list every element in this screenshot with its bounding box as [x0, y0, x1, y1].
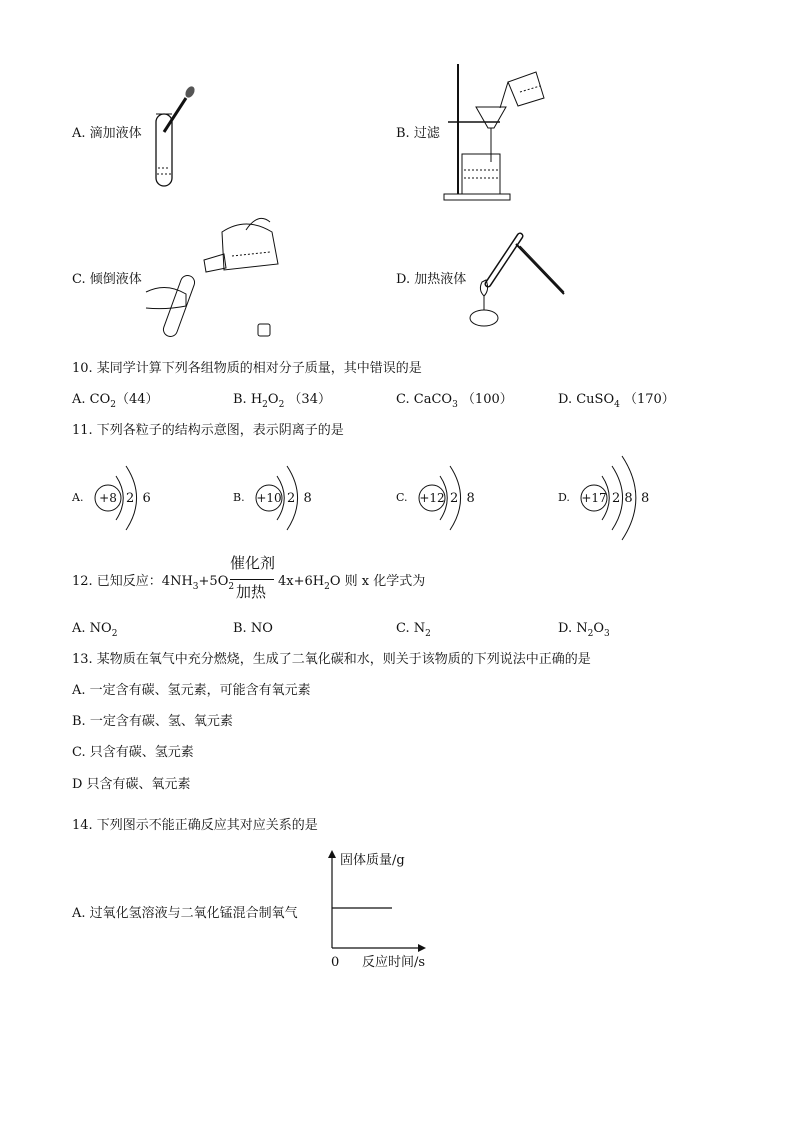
catalyst-condition: 催化剂: [230, 554, 276, 572]
dropper-test-tube-figure: [150, 86, 200, 192]
question-11-stem: 11. 下列各粒子的结构示意图，表示阴离子的是: [72, 423, 344, 438]
heating-liquid-figure: [468, 230, 568, 330]
q14-option-a: A. 过氧化氢溶液与二氧化锰混合制氧气: [72, 906, 298, 921]
question-12-stem: 12. 已知反应：$4NH_3+5O_2$: [72, 574, 235, 592]
atom-option-label: B.: [233, 491, 245, 504]
nucleus-charge: +12: [419, 491, 445, 505]
q10-option-c: C. CaCO$_3$ （100）: [396, 392, 513, 410]
y-axis-label: 固体质量/g: [340, 853, 405, 868]
option-c-label: C. 倾倒液体: [72, 272, 142, 287]
question-10-stem: 10. 某同学计算下列各组物质的相对分子质量，其中错误的是: [72, 361, 422, 376]
origin-label: 0: [331, 955, 340, 970]
option-b-label: B. 过滤: [396, 126, 440, 141]
q13-option-d: D 只含有碳、氧元素: [72, 777, 191, 792]
electron-counts: 2 6: [126, 491, 151, 506]
electron-counts: 2 8 8: [612, 491, 650, 506]
q10-option-d: D. CuSO$_4$ （170）: [558, 392, 675, 410]
atom-option-label: A.: [72, 491, 84, 504]
filtration-figure: [440, 62, 550, 202]
q13-option-b: B. 一定含有碳、氢、氧元素: [72, 714, 233, 729]
pouring-liquid-figure: [146, 212, 286, 340]
option-a-label: A. 滴加液体: [72, 126, 142, 141]
q12-option-d: D. $N_2O_3$: [558, 621, 610, 639]
question-12-stem-end: $4x+6H_2O$ 则 x 化学式为: [278, 574, 426, 592]
atom-option-label: C.: [396, 491, 408, 504]
q13-option-c: C. 只含有碳、氢元素: [72, 745, 194, 760]
question-14-stem: 14. 下列图示不能正确反应其对应关系的是: [72, 818, 318, 833]
q12-option-b: B. NO: [233, 621, 273, 636]
electron-counts: 2 8: [287, 491, 312, 506]
nucleus-charge: +8: [99, 491, 117, 505]
reaction-arrow-line: [230, 579, 274, 580]
x-axis-label: 反应时间/s: [362, 955, 426, 970]
option-d-label: D. 加热液体: [396, 272, 467, 287]
q12-option-a: A. $NO_2$: [72, 621, 118, 639]
q12-option-c: C. $N_2$: [396, 621, 431, 639]
atom-option-label: D.: [558, 491, 570, 504]
q13-option-a: A. 一定含有碳、氢元素，可能含有氧元素: [72, 683, 311, 698]
q10-option-a: A. $CO_2(44)$: [72, 392, 159, 410]
heat-condition: 加热: [236, 583, 267, 601]
q10-option-b: B. $H_2O_2$ （34）: [233, 392, 331, 410]
electron-counts: 2 8: [450, 491, 475, 506]
question-13-stem: 13. 某物质在氧气中充分燃烧，生成了二氧化碳和水，则关于该物质的下列说法中正确的是: [72, 652, 591, 667]
nucleus-charge: +10: [256, 491, 282, 505]
nucleus-charge: +17: [581, 491, 607, 505]
